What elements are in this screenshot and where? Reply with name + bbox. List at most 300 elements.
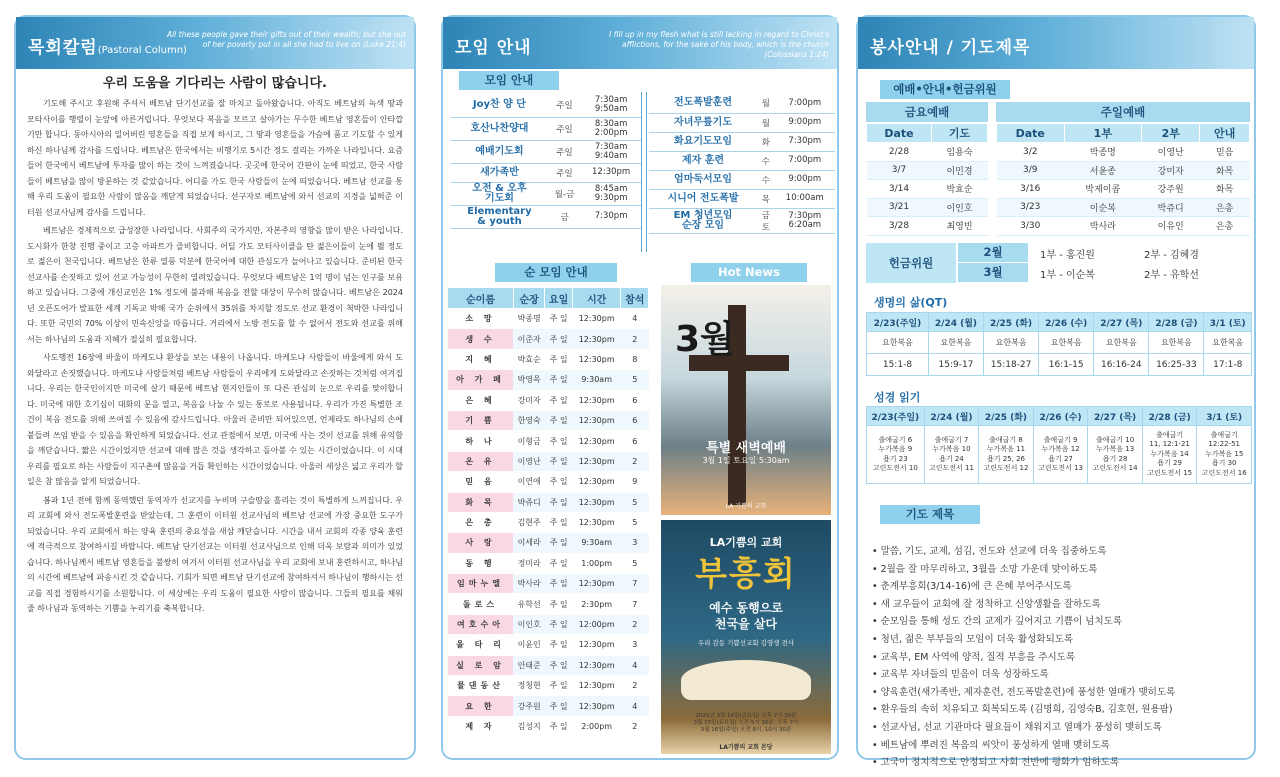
- divider: [646, 92, 647, 252]
- table-cell: 주 일: [545, 370, 573, 390]
- header-verse: All these people gave their gifts out of their wealth; but she out of her poverty put in all she had to live on (Luke 21:4): [166, 30, 406, 49]
- table-cell: 유학선: [513, 594, 544, 614]
- offering-label: 헌금위원: [866, 243, 956, 283]
- meeting-row: [649, 94, 835, 113]
- prayer-text: 교육부 자녀들의 믿음이 더욱 성장하도록: [880, 669, 1049, 681]
- table-cell: 9:30am: [572, 370, 621, 390]
- table-cell: 이영난: [1142, 143, 1200, 162]
- qt-book: 요한복음: [867, 332, 929, 354]
- table-row: [448, 472, 649, 492]
- table-cell: 2: [621, 329, 649, 349]
- table-row: [448, 533, 649, 553]
- table-row: [867, 426, 1252, 484]
- worship-label: 예배•안내•헌금위원: [880, 80, 1010, 99]
- qt-reference: 15:9-17: [928, 354, 983, 376]
- column-header: Date: [997, 124, 1065, 143]
- meeting-name: 전도폭발훈련: [674, 97, 732, 109]
- table-row: [448, 329, 649, 349]
- table-cell: 2:00pm: [572, 716, 621, 736]
- table-cell: 2:30pm: [572, 594, 621, 614]
- table-cell: 기 쁨: [448, 410, 514, 430]
- table-cell: 12:30pm: [572, 390, 621, 410]
- table-cell: 강주원: [1142, 180, 1200, 199]
- table-cell: 주 일: [545, 349, 573, 369]
- meeting-name: 엄마둑서모임: [674, 173, 732, 185]
- column-header: 순장: [513, 288, 544, 309]
- meeting-day: 주일: [556, 124, 573, 135]
- meeting-name: 새가족반: [480, 166, 519, 178]
- table-cell: 2/28: [867, 143, 932, 162]
- table-header-row: [867, 407, 1252, 426]
- open-bible-icon: [681, 660, 811, 700]
- table-cell: 9: [621, 472, 649, 492]
- meeting-name: Joy찬 양 단: [472, 99, 526, 111]
- poster-church: LA기쁨의 교회: [709, 536, 783, 549]
- meeting-row: [649, 189, 835, 208]
- service-header: [858, 17, 1254, 69]
- qt-reference: 16:25-33: [1149, 354, 1204, 376]
- qt-day: 2/27 (목): [1094, 313, 1149, 332]
- table-cell: 물댄동산: [448, 676, 514, 696]
- table-row: [448, 349, 649, 369]
- bullet-icon: •: [872, 721, 881, 733]
- article-paragraph: 사도행전 16장에 바울이 마케도냐 환상을 보는 내용이 나옵니다. 마케도냐 사람들이 바울에게 와서 도와달라고 손짓했습니다. 마케도냐 사람들처럼 베트남 사람들이 우리에게 도와달라고 손짓하는 것처럼 여겨집니다. 우리는 한국인이지만 미국에 살기 때문에 베트남 현지인들이 또 다른 관심의 눈으로 우리를 맞이합니다. 미국에 대한 호기심이 대화의 문을 열고, 복음을 나눌 수 있는 통로로 사용됩니다. 우리가 가진 특별한 조건이 복음 전도를 위해 쓰여질 수 있음에 감사드립니다. 아울러 준비만 되어있으면, 언제라도 하나님의 손에 붙들려 쓰임 받을 수 있음을 확인하게 되었습니다. 선교 관점에서 보면, 미국에 사는 것이 선교를 위해 유익함을 깨닫습니다. 짧은 시간이었지만 선교에 대해 많은 것을 생각하고 돌아볼 수 있는 시간이었습니다. 이 시대 우리를 필요로 하는 사람들이 지구촌에 많음을 거듭 확인하는 시간이었습니다. 아울러 세상은 넓고 우리가 할 일은 참 많음을 알게 되었습니다.: [27, 353, 403, 486]
- table-cell: 이형금: [513, 431, 544, 451]
- prayer-list: [872, 543, 1248, 772]
- reading-passages: 출애굽기 12:22-51 누가복음 15 욥기 30 고린도전서 16: [1197, 426, 1252, 484]
- offering-first: 1부 - 홍진원: [1040, 250, 1095, 261]
- table-cell: 올 타 리: [448, 635, 514, 655]
- prayer-text: 2월을 잘 마무리하고, 3월을 소망 가운데 맞이하도록: [880, 563, 1098, 575]
- poster-speaker: 우리 감동 기쁨선교회 김영생 전사: [697, 639, 795, 647]
- meeting-day: 화: [761, 137, 770, 148]
- meeting-row: [451, 182, 641, 205]
- table-cell: 12:30pm: [572, 451, 621, 471]
- column-header: 1부: [1064, 124, 1142, 143]
- table-cell: 돌로스: [448, 594, 514, 614]
- meeting-time: 7:30pm 6:20am: [788, 210, 822, 230]
- table-cell: 주 일: [545, 410, 573, 430]
- table-cell: 2: [621, 451, 649, 471]
- table-cell: 화 목: [448, 492, 514, 512]
- reading-passages: 출애굽기 11, 12:1-21 누가복음 14 욥기 29 고린도전서 15: [1142, 426, 1197, 484]
- column-header: 안내: [1200, 124, 1250, 143]
- table-cell: 요 한: [448, 696, 514, 716]
- table-cell: 4: [621, 655, 649, 675]
- table-cell: 주 일: [545, 451, 573, 471]
- reading-passages: 출애굽기 9 누가복음 12 욥기 27 고린도전서 13: [1033, 426, 1088, 484]
- table-cell: 12:30pm: [572, 492, 621, 512]
- reading-passages: 출애굽기 8 누가복음 11 욥기 25, 26 고린도전서 12: [979, 426, 1034, 484]
- prayer-text: 양육훈련(새가족반, 제자훈련, 전도폭발훈련)에 풍성한 열매가 맺히도록: [880, 686, 1176, 698]
- table-cell: 박사라: [1064, 217, 1142, 236]
- table-cell: 이인호: [513, 614, 544, 634]
- prayer-text: 고국이 정치적으로 안정되고 사회 전반에 평화가 임하도록: [880, 757, 1119, 769]
- qt-day: 3/1 (토): [1204, 313, 1252, 332]
- table-cell: 소 망: [448, 309, 514, 329]
- table-row: [997, 180, 1250, 199]
- friday-worship-label: 금요예배: [866, 102, 988, 122]
- table-cell: 박종명: [513, 309, 544, 329]
- table-cell: 5: [621, 370, 649, 390]
- bullet-icon: •: [872, 704, 881, 716]
- column-header: 시간: [572, 288, 621, 309]
- meeting-day: 수: [761, 175, 770, 186]
- bullet-icon: •: [872, 651, 881, 663]
- qt-reference: 16:1-15: [1039, 354, 1094, 376]
- table-cell: 6: [621, 431, 649, 451]
- table-cell: 지 혜: [448, 349, 514, 369]
- article-title: 우리 도움을 기다리는 사람이 많습니다.: [103, 76, 327, 91]
- reading-day: 3/1 (토): [1197, 407, 1252, 426]
- table-cell: 이순복: [1064, 198, 1142, 217]
- divider: [641, 92, 642, 252]
- meeting-row: [649, 151, 835, 170]
- table-cell: 강미자: [513, 390, 544, 410]
- table-row: [997, 143, 1250, 162]
- qt-book: 요한복음: [1149, 332, 1204, 354]
- table-row: [997, 161, 1250, 180]
- reading-passages: 출애굽기 7 누가복음 10 욥기 24 고린도전서 11: [924, 426, 979, 484]
- bullet-icon: •: [872, 616, 881, 628]
- table-cell: 믿 음: [448, 472, 514, 492]
- table-cell: 9:30am: [572, 533, 621, 553]
- table-cell: 여호수아: [448, 614, 514, 634]
- offering-first: 1부 - 이순복: [1040, 270, 1095, 281]
- table-cell: 3: [621, 533, 649, 553]
- table-row: [867, 354, 1252, 376]
- table-row: [867, 161, 988, 180]
- table-cell: 4: [621, 696, 649, 716]
- table-cell: 박종명: [1064, 143, 1142, 162]
- table-cell: 3/30: [997, 217, 1065, 236]
- meeting-time: 7:30am 9:50am: [594, 95, 628, 115]
- meeting-time: 8:30am 2:00pm: [594, 118, 628, 138]
- friday-worship-table: [866, 123, 988, 236]
- prayer-text: 새 교우들이 교회에 잘 정착하고 신앙생활을 잘하도록: [880, 598, 1101, 610]
- reading-day: 2/27 (목): [1088, 407, 1143, 426]
- table-cell: 실 로 암: [448, 655, 514, 675]
- meetings-label: 모임 안내: [459, 71, 559, 90]
- bullet-icon: •: [872, 598, 881, 610]
- meeting-time: 10:00am: [785, 193, 824, 203]
- poster-title: 부흥회: [695, 554, 797, 593]
- table-cell: 이민경: [931, 161, 987, 180]
- meeting-day: 금 토: [761, 210, 770, 233]
- poster-date: 3월 1일 토요일 5:30am: [702, 456, 790, 465]
- table-cell: 12:30pm: [572, 635, 621, 655]
- meeting-name: 자녀무릎기도: [674, 116, 732, 128]
- bullet-icon: •: [872, 669, 881, 681]
- poster-slogan: 예수 동행으로 천국을 살다: [709, 601, 783, 631]
- table-cell: 12:30pm: [572, 696, 621, 716]
- meeting-row: [451, 140, 641, 163]
- bullet-icon: •: [872, 757, 881, 769]
- meeting-row: [451, 163, 641, 182]
- table-cell: 주 일: [545, 309, 573, 329]
- table-cell: 주 일: [545, 614, 573, 634]
- qt-book: 요한복음: [928, 332, 983, 354]
- meeting-name: 제자 훈련: [681, 154, 725, 166]
- reading-passages: 출애굽기 6 누가복음 9 욥기 23 고린도전서 10: [867, 426, 925, 484]
- table-cell: 아 가 페: [448, 370, 514, 390]
- column-header: 요일: [545, 288, 573, 309]
- table-cell: 7: [621, 594, 649, 614]
- poster-church: LA 기쁨의 교회: [725, 503, 767, 510]
- table-cell: 박제이콥: [1064, 180, 1142, 199]
- table-cell: 7: [621, 574, 649, 594]
- table-row: [997, 217, 1250, 236]
- table-cell: 은총: [1200, 217, 1250, 236]
- table-cell: 은 총: [448, 512, 514, 532]
- qt-table: [866, 312, 1252, 376]
- table-cell: 이준자: [513, 329, 544, 349]
- table-cell: 5: [621, 512, 649, 532]
- table-cell: 주 일: [545, 390, 573, 410]
- bullet-icon: •: [872, 546, 881, 557]
- dawn-worship-poster: [661, 285, 831, 515]
- qt-reference: 15:18-27: [984, 354, 1039, 376]
- table-cell: 정청현: [513, 676, 544, 696]
- header-verse: I fill up in my flesh what is still lacking in regard to Christ's afflictions, for the sake of his body, which is the church (Colossians 1:24): [609, 30, 829, 59]
- table-cell: 주 일: [545, 492, 573, 512]
- meeting-name: 시니어 전도폭발: [667, 192, 739, 204]
- article-paragraph: 기도해 주시고 후원해 주셔서 베트남 단기선교를 잘 마치고 돌아왔습니다. 아직도 베트남의 녹색 땅과 모타사이를 행렬이 눈앞에 아른거립니다. 무엇보다 복음을 모르고 살아가는 무수한 베트남 영혼들이 안타깝기만 합니다. 동아시아의 일어버린 영혼들을 직접 보게 하시고, 그 땅과 영혼들을 가슴에 품고 기도할 수 있게 하신 하나님께 감사를 드립니다. 베트남은 한국에서는 비행기로 5시간 정도 걸리는 가까운 나라입니다. 요즘 들어 한국에서 베트남에 투자를 많이 하는 것이 느껴졌습니다. 곳곳에 한국어 간판이 눈에 띄었고, 한국 사람들이 베트남을 많이 방문하는 것 같았습니다. 어디를 가도 한국 사람들이 눈에 띄었습니다. 베트남 선교를 통해 우리 도움이 필요한 사람이 많음을 깨닫게 되었습니다. 선구자로 베트남에 와서 선교의 지경을 넓혀준 이터원 선교사님께 감사를 드립니다.: [27, 99, 403, 217]
- reading-day: 2/23(주일): [867, 407, 925, 426]
- sunday-worship-table: [996, 123, 1250, 236]
- small-group-table: [447, 287, 649, 737]
- offering-month: 3월: [958, 263, 1028, 282]
- table-row: [448, 492, 649, 512]
- qt-reference: 15:1-8: [867, 354, 929, 376]
- table-cell: 3/23: [997, 198, 1065, 217]
- table-header-row: [867, 124, 988, 143]
- meeting-time: 7:30pm: [788, 136, 822, 146]
- prayer-item: [872, 684, 1248, 702]
- table-row: [867, 313, 1252, 332]
- table-cell: 화목: [1200, 161, 1250, 180]
- table-cell: 생 수: [448, 329, 514, 349]
- table-cell: 안태준: [513, 655, 544, 675]
- table-cell: 주 일: [545, 512, 573, 532]
- table-row: [867, 143, 988, 162]
- meeting-day: 주일: [556, 147, 573, 158]
- table-header-row: [997, 124, 1250, 143]
- reading-label: 성경 읽기: [874, 391, 921, 404]
- meetings-table-right: [649, 94, 835, 234]
- offering-month: 2월: [958, 243, 1028, 262]
- table-cell: 6: [621, 390, 649, 410]
- table-row: [448, 696, 649, 716]
- table-cell: 4: [621, 309, 649, 329]
- table-cell: 8: [621, 349, 649, 369]
- table-cell: 온 유: [448, 451, 514, 471]
- table-cell: 이영난: [513, 451, 544, 471]
- qt-label: 생명의 삶(QT): [874, 296, 948, 309]
- qt-book: 요한복음: [1204, 332, 1252, 354]
- meeting-day: 주일: [556, 101, 573, 112]
- panel-title: 모임 안내: [455, 38, 532, 58]
- table-cell: 박효순: [513, 349, 544, 369]
- prayer-item: [872, 578, 1248, 596]
- table-cell: 한영숙: [513, 410, 544, 430]
- table-row: [448, 451, 649, 471]
- prayer-item: [872, 543, 1248, 561]
- bible-reading-table: [866, 406, 1252, 484]
- table-cell: 강주원: [513, 696, 544, 716]
- table-cell: 주 일: [545, 553, 573, 573]
- meeting-day: 월-금: [554, 189, 575, 200]
- table-cell: 3/9: [997, 161, 1065, 180]
- table-cell: 서윤종: [1064, 161, 1142, 180]
- table-cell: 사 랑: [448, 533, 514, 553]
- table-row: [448, 390, 649, 410]
- table-cell: 3/2: [997, 143, 1065, 162]
- meeting-name: EM 청년모임 순장 모임: [673, 209, 733, 231]
- qt-book: 요한복음: [984, 332, 1039, 354]
- table-cell: 주 일: [545, 574, 573, 594]
- offering-second: 2부 - 유학선: [1144, 270, 1199, 281]
- table-row: [867, 198, 988, 217]
- table-cell: 박사라: [513, 574, 544, 594]
- column-header: 참석: [621, 288, 649, 309]
- table-cell: 정미라: [513, 553, 544, 573]
- table-cell: 12:30pm: [572, 574, 621, 594]
- qt-reference: 16:16-24: [1094, 354, 1149, 376]
- table-cell: 임마누엘: [448, 574, 514, 594]
- prayer-text: 베트남에 뿌려진 복음의 씨앗이 풍성하게 열매 맺히도록: [880, 739, 1110, 751]
- meeting-time: 9:00pm: [788, 174, 822, 184]
- meeting-name: 예배기도회: [475, 145, 524, 157]
- prayer-text: 춘계부흥회(3/14-16)에 큰 은혜 부어주시도록: [880, 581, 1072, 593]
- table-row: [448, 370, 649, 390]
- pastoral-column-panel: [14, 15, 416, 760]
- table-cell: 이인호: [931, 198, 987, 217]
- table-cell: 주 일: [545, 594, 573, 614]
- reading-day: 2/24 (월): [924, 407, 979, 426]
- prayer-text: 청년, 젊은 부부들의 모임이 더욱 활성화되도록: [880, 633, 1074, 645]
- prayer-item: [872, 666, 1248, 684]
- prayer-item: [872, 596, 1248, 614]
- qt-day: 2/25 (화): [984, 313, 1039, 332]
- table-cell: 김현주: [513, 512, 544, 532]
- qt-day: 2/26 (수): [1039, 313, 1094, 332]
- table-row: [448, 553, 649, 573]
- table-cell: 박쥬디: [513, 492, 544, 512]
- article-paragraph: 봄과 1년 전에 함께 동역했던 동역자가 선교지를 누비며 구슬땀을 흘리는 것이 특별하게 느껴집니다. 우리 교회에 와서 전도폭발훈련을 받았는데, 그 훈련이 이터원 선교사님의 베트남 선교에 가장 중요한 도구가 되었습니다. 우리 교회에서 하는 양육 훈련의 중요성을 새삼 깨닫습니다. 시간을 내서 교회의 각종 양육 훈련에 적극적으로 참여하시길 바랍니다. 베트남 단기선교는 이터원 선교사님으로 인해 더욱 보람과 의미가 있었습니다. 하나님께서 베트남 영혼들을 불쌍히 여겨서 이터원 선교사님을 우리 교회에 보내 훈련하시고, 하나님의 시간에 베트남에 파송시킨 것 같습니다. 기회가 되면 베트남 단기선교에 참여하셔서 하나님이 행하시는 선교를 직접 경험하시기를 소원합니다. 이 세상에는 우리 도움이 필요한 사람이 많습니다. 그들의 필요를 채워줄 하나님과 동역하는 기쁨을 누리기를 축복합니다.: [27, 495, 403, 613]
- qt-day: 2/24 (월): [928, 313, 983, 332]
- sunday-worship-label: 주일예배: [996, 102, 1250, 122]
- table-cell: 주 일: [545, 716, 573, 736]
- prayer-item: [872, 754, 1248, 772]
- table-cell: 박쥬디: [1142, 198, 1200, 217]
- table-cell: 5: [621, 553, 649, 573]
- revival-poster: [661, 520, 831, 754]
- table-cell: 5: [621, 492, 649, 512]
- qt-day: 2/28 (금): [1149, 313, 1204, 332]
- meeting-day: 목: [761, 194, 770, 205]
- meetings-panel: [441, 15, 839, 760]
- table-row: [448, 309, 649, 329]
- meeting-row: [649, 208, 835, 233]
- poster-footer: LA기쁨의 교회 본당: [719, 744, 773, 751]
- reading-day: 2/26 (수): [1033, 407, 1088, 426]
- service-prayer-panel: [856, 15, 1256, 769]
- table-row: [867, 217, 988, 236]
- table-cell: 12:30pm: [572, 676, 621, 696]
- qt-day: 2/23(주일): [867, 313, 929, 332]
- meeting-row: [451, 94, 641, 117]
- qt-book: 요한복음: [1094, 332, 1149, 354]
- meetings-header: [443, 17, 837, 69]
- table-cell: 김성지: [513, 716, 544, 736]
- table-cell: 12:30pm: [572, 329, 621, 349]
- table-cell: 제 자: [448, 716, 514, 736]
- table-cell: 3/14: [867, 180, 932, 199]
- qt-reference: 17:1-8: [1204, 354, 1252, 376]
- meeting-time: 9:00pm: [788, 117, 822, 127]
- prayer-item: [872, 701, 1248, 719]
- table-row: [448, 716, 649, 736]
- meeting-time: 7:30am 9:40am: [594, 141, 628, 161]
- table-cell: 주 일: [545, 635, 573, 655]
- article-body: [27, 96, 403, 620]
- prayer-item: [872, 613, 1248, 631]
- bullet-icon: •: [872, 633, 881, 645]
- prayer-item: [872, 737, 1248, 755]
- table-cell: 12:30pm: [572, 472, 621, 492]
- table-cell: 12:30pm: [572, 410, 621, 430]
- table-header-row: [448, 288, 649, 309]
- column-header: 기도: [931, 124, 987, 143]
- qt-book: 요한복음: [1039, 332, 1094, 354]
- prayer-item: [872, 719, 1248, 737]
- table-cell: 동 행: [448, 553, 514, 573]
- table-row: [448, 574, 649, 594]
- meeting-name: Elementary & youth: [467, 205, 532, 227]
- table-row: [997, 198, 1250, 217]
- table-cell: 3/16: [997, 180, 1065, 199]
- table-cell: 최영빈: [931, 217, 987, 236]
- meetings-table-left: [451, 94, 641, 229]
- column-header: 순이름: [448, 288, 514, 309]
- prayer-text: 순모임을 통해 성도 간의 교제가 깊어지고 기쁨이 넘치도록: [880, 616, 1123, 628]
- article-paragraph: 베트남은 경제적으로 급성장한 나라입니다. 사회주의 국가지만, 자본주의 영향을 많이 받은 나라입니다. 도시화가 한창 진행 중이고 고층 아파트가 즐비합니다. 어딜 가도 모터사이클을 탄 젊은이들이 눈에 띌 정도로 젊은이 천국입니다. 베트남은 한류 열풍 덕분에 한국어에 대한 관심도가 늘어나고 있습니다. 준비된 한국 선교사를 손짓하고 있어 선교 가능성이 무한히 열려있습니다. 무엇보다 베트남은 1억 명이 넘는 인구를 보유하고 있습니다. 그중에 개신교인은 1% 정도에 불과해 복음을 전할 대상이 무수히 많습니다. 베트남은 2024년 오픈도어가 발표한 세계 기독교 박해 국가 순위에서 35위를 차지할 정도로 선교 환경이 척박한 나라입니다. 또한 국민의 70% 이상이 민속신앙을 따릅니다. 거리에서 노방 전도를 할 수 없어서 전도와 선교를 위해서는 하나님의 도움과 지혜가 절실히 필요합니다.: [27, 226, 403, 344]
- meeting-day: 금: [560, 212, 569, 223]
- meeting-name: 오전 & 오후 기도회: [472, 182, 527, 204]
- meeting-time: 7:30pm: [594, 211, 628, 221]
- prayer-item: [872, 649, 1248, 667]
- table-cell: 박영목: [513, 370, 544, 390]
- table-cell: 믿음: [1200, 143, 1250, 162]
- table-cell: 3/7: [867, 161, 932, 180]
- table-cell: 12:00pm: [572, 614, 621, 634]
- meeting-day: 수: [761, 156, 770, 167]
- table-cell: 6: [621, 410, 649, 430]
- table-cell: 12:30pm: [572, 431, 621, 451]
- meeting-row: [649, 132, 835, 151]
- table-cell: 이연애: [513, 472, 544, 492]
- offering-second: 2부 - 김혜경: [1144, 250, 1199, 261]
- table-cell: 강미자: [1142, 161, 1200, 180]
- table-cell: 2: [621, 676, 649, 696]
- table-cell: 주 일: [545, 431, 573, 451]
- table-row: [448, 635, 649, 655]
- prayer-label: 기도 제목: [880, 505, 980, 524]
- meeting-day: 월: [761, 118, 770, 129]
- table-cell: 화목: [1200, 180, 1250, 199]
- table-row: [448, 410, 649, 430]
